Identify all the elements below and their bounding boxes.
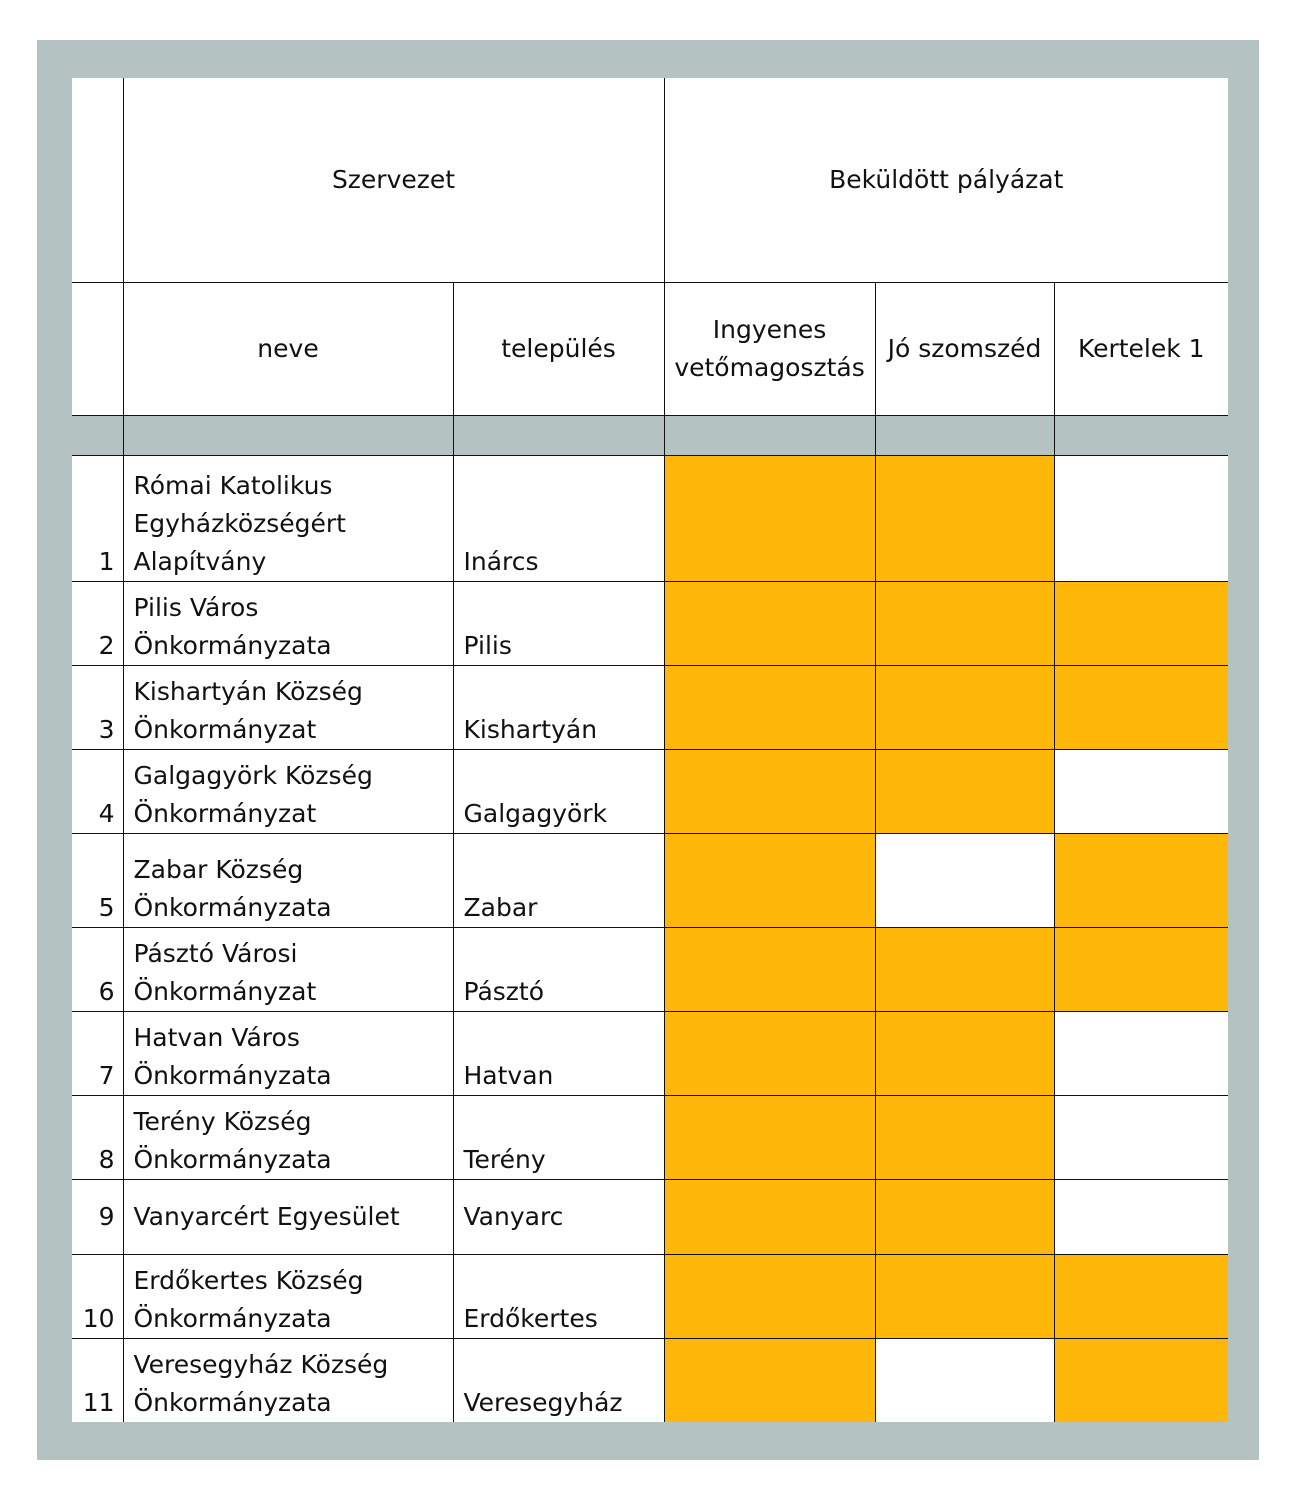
table-row bbox=[72, 1011, 1228, 1095]
organization-name bbox=[123, 927, 453, 1011]
mark-kertelek bbox=[1054, 749, 1228, 833]
mark-free-seeds bbox=[664, 455, 875, 581]
organization-city: Galgagyörk bbox=[453, 749, 664, 833]
organization-name-line: Önkormányzat bbox=[133, 976, 317, 1006]
organization-name bbox=[123, 833, 453, 927]
organization-name-line: Önkormányzat bbox=[133, 714, 317, 744]
organization-name-line: Vanyarcért Egyesület bbox=[133, 1201, 400, 1231]
header-program-free-seeds bbox=[664, 282, 875, 415]
mark-kertelek bbox=[1054, 1254, 1228, 1338]
organization-city: Kishartyán bbox=[453, 665, 664, 749]
organization-name-line: Hatvan Város bbox=[133, 1022, 300, 1052]
table-row bbox=[72, 749, 1228, 833]
mark-kertelek bbox=[1054, 581, 1228, 665]
organization-name-line: Önkormányzata bbox=[133, 630, 332, 660]
table-row bbox=[72, 1095, 1228, 1179]
organization-name bbox=[123, 665, 453, 749]
organization-name-line: Önkormányzata bbox=[133, 892, 332, 922]
mark-good-neighbour bbox=[875, 1095, 1054, 1179]
mark-kertelek bbox=[1054, 1338, 1228, 1422]
mark-free-seeds bbox=[664, 1338, 875, 1422]
organization-name-line: Egyházközségért bbox=[133, 508, 346, 538]
mark-free-seeds bbox=[664, 1254, 875, 1338]
organization-city: Erdőkertes bbox=[453, 1254, 664, 1338]
organization-name-line: Pilis Város bbox=[133, 592, 259, 622]
table-row bbox=[72, 1254, 1228, 1338]
organization-city: Vanyarc bbox=[453, 1179, 664, 1254]
organization-city: Pásztó bbox=[453, 927, 664, 1011]
mark-good-neighbour bbox=[875, 833, 1054, 927]
mark-free-seeds bbox=[664, 665, 875, 749]
mark-good-neighbour bbox=[875, 1179, 1054, 1254]
header-row-columns bbox=[72, 282, 1228, 415]
mark-free-seeds bbox=[664, 749, 875, 833]
mark-kertelek bbox=[1054, 455, 1228, 581]
organization-city: Pilis bbox=[453, 581, 664, 665]
organization-name-line: Veresegyház Község bbox=[133, 1350, 389, 1379]
organization-city: Terény bbox=[453, 1095, 664, 1179]
mark-free-seeds bbox=[664, 833, 875, 927]
band-cell bbox=[1054, 415, 1228, 455]
organization-name-line: Kishartyán Község bbox=[133, 676, 363, 706]
organization-name-line: Önkormányzata bbox=[133, 1144, 332, 1174]
row-number: 9 bbox=[72, 1179, 123, 1254]
organization-name bbox=[123, 581, 453, 665]
table-row bbox=[72, 833, 1228, 927]
organization-name bbox=[123, 455, 453, 581]
organization-name bbox=[123, 1011, 453, 1095]
mark-good-neighbour bbox=[875, 665, 1054, 749]
mark-free-seeds bbox=[664, 1179, 875, 1254]
header-program-kertelek: Kertelek 1 bbox=[1054, 282, 1228, 415]
organization-name-line: Erdőkertes Község bbox=[133, 1265, 364, 1295]
organization-name-line: Terény Község bbox=[133, 1106, 312, 1136]
row-number: 5 bbox=[72, 833, 123, 927]
table-row bbox=[72, 455, 1228, 581]
row-number: 7 bbox=[72, 1011, 123, 1095]
row-number: 4 bbox=[72, 749, 123, 833]
mark-kertelek bbox=[1054, 1095, 1228, 1179]
mark-free-seeds bbox=[664, 927, 875, 1011]
organization-name-line: Pásztó Városi bbox=[133, 938, 298, 968]
organization-name-line: Önkormányzat bbox=[133, 798, 317, 828]
mark-free-seeds bbox=[664, 1011, 875, 1095]
row-number: 3 bbox=[72, 665, 123, 749]
header-empty-cell bbox=[72, 282, 123, 415]
table-row bbox=[72, 927, 1228, 1011]
organization-city: Hatvan bbox=[453, 1011, 664, 1095]
mark-good-neighbour bbox=[875, 1011, 1054, 1095]
organization-name bbox=[123, 1095, 453, 1179]
separator-band bbox=[72, 415, 1228, 455]
mark-kertelek bbox=[1054, 927, 1228, 1011]
organization-name-line: Önkormányzata bbox=[133, 1060, 332, 1090]
mark-free-seeds bbox=[664, 581, 875, 665]
organization-name-line: Önkormányzata bbox=[133, 1388, 332, 1417]
row-number: 1 bbox=[72, 455, 123, 581]
band-cell bbox=[123, 415, 453, 455]
band-cell bbox=[72, 415, 123, 455]
header-city: település bbox=[453, 282, 664, 415]
mark-good-neighbour bbox=[875, 1254, 1054, 1338]
organization-name-line: Római Katolikus bbox=[133, 470, 333, 500]
organization-city: Veresegyház bbox=[453, 1338, 664, 1422]
table-row bbox=[72, 665, 1228, 749]
header-row-group bbox=[72, 78, 1228, 282]
mark-kertelek bbox=[1054, 833, 1228, 927]
organization-name-line: Zabar Község bbox=[133, 854, 304, 884]
header-submitted-application: Beküldött pályázat bbox=[664, 78, 1228, 282]
header-program-good-neighbour: Jó szomszéd bbox=[875, 282, 1054, 415]
row-number: 10 bbox=[72, 1254, 123, 1338]
organization-name-line: Alapítvány bbox=[133, 546, 267, 576]
header-program-free-seeds-line2: vetőmagosztás bbox=[674, 352, 865, 382]
header-organization: Szervezet bbox=[123, 78, 664, 282]
mark-good-neighbour bbox=[875, 927, 1054, 1011]
mark-good-neighbour bbox=[875, 581, 1054, 665]
organization-city: Zabar bbox=[453, 833, 664, 927]
organization-name bbox=[123, 749, 453, 833]
row-number: 8 bbox=[72, 1095, 123, 1179]
row-number: 6 bbox=[72, 927, 123, 1011]
organization-name-line: Önkormányzata bbox=[133, 1303, 332, 1333]
band-cell bbox=[453, 415, 664, 455]
band-cell bbox=[875, 415, 1054, 455]
mark-good-neighbour bbox=[875, 1338, 1054, 1422]
header-name: neve bbox=[123, 282, 453, 415]
mark-kertelek bbox=[1054, 665, 1228, 749]
header-empty-cell bbox=[72, 78, 123, 282]
organization-name bbox=[123, 1254, 453, 1338]
mark-kertelek bbox=[1054, 1179, 1228, 1254]
mark-good-neighbour bbox=[875, 455, 1054, 581]
row-number: 11 bbox=[72, 1338, 123, 1422]
header-program-free-seeds-line1: Ingyenes bbox=[712, 314, 827, 344]
applications-table bbox=[72, 78, 1228, 1422]
mark-good-neighbour bbox=[875, 749, 1054, 833]
organization-name bbox=[123, 1338, 453, 1422]
row-number: 2 bbox=[72, 581, 123, 665]
organization-name-line: Galgagyörk Község bbox=[133, 760, 373, 790]
mark-kertelek bbox=[1054, 1011, 1228, 1095]
table-row bbox=[72, 1179, 1228, 1254]
mark-free-seeds bbox=[664, 1095, 875, 1179]
table-row bbox=[72, 1338, 1228, 1422]
table-row bbox=[72, 581, 1228, 665]
organization-name bbox=[123, 1179, 453, 1254]
band-cell bbox=[664, 415, 875, 455]
organization-city: Inárcs bbox=[453, 455, 664, 581]
